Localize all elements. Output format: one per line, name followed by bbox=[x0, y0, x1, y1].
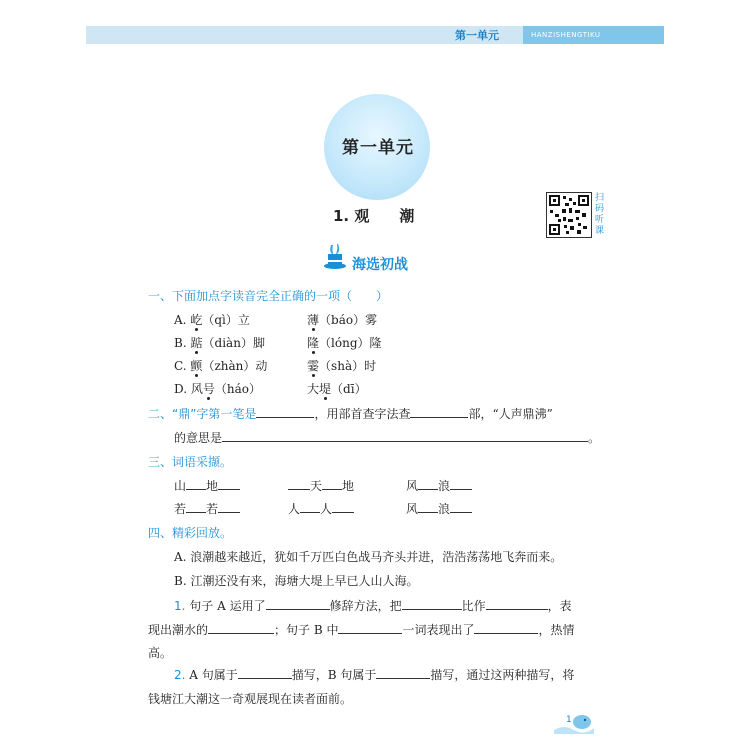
q3-blank[interactable] bbox=[218, 501, 240, 513]
q3-blank[interactable] bbox=[418, 478, 438, 490]
q4-sub2-text: 描写，B 句属于 bbox=[291, 668, 377, 682]
q1-char: h bbox=[226, 382, 235, 396]
q1-char: 薄 bbox=[307, 313, 320, 327]
q4-sub2-text: A 句属于 bbox=[189, 668, 238, 682]
q2-line2-text: 的意思是 bbox=[174, 431, 223, 445]
q4-sub1-text: 句子 A 运用了 bbox=[189, 599, 266, 613]
q3-char: 地 bbox=[342, 479, 355, 493]
q1-option-c-left bbox=[174, 357, 267, 374]
q1-char: ） bbox=[225, 313, 238, 327]
q1-char: C bbox=[174, 359, 183, 373]
q1-char: 脚 bbox=[252, 336, 265, 350]
q3-char: 风 bbox=[406, 479, 419, 493]
header-unit-label: 第一单元 bbox=[455, 29, 499, 42]
q4-blank[interactable] bbox=[486, 598, 548, 610]
q1-char: ì bbox=[222, 313, 226, 327]
q1-char: 立 bbox=[237, 313, 250, 327]
q1-char: à bbox=[226, 336, 234, 350]
q1-char: ） bbox=[357, 336, 370, 350]
q3-char: 地 bbox=[206, 479, 219, 493]
q2-blank-2[interactable] bbox=[410, 406, 468, 418]
q1-char: à bbox=[344, 359, 353, 373]
q1-char: 大 bbox=[307, 382, 320, 396]
q1-option-a-right bbox=[307, 311, 377, 328]
q2-prompt-b: ，用部首查字法查 bbox=[314, 407, 411, 421]
q4-sub2-line1 bbox=[174, 666, 574, 683]
q4-sub1-text: ；句子 B 中 bbox=[274, 623, 339, 637]
q3-row1-item1 bbox=[174, 477, 240, 494]
q4-blank[interactable] bbox=[402, 598, 462, 610]
q4-blank[interactable] bbox=[266, 598, 330, 610]
q4-sentence-a: A. 浪潮越来越近，犹如千万匹白色战马齐头并进，浩浩荡荡地飞奔而来。 bbox=[174, 550, 563, 564]
q3-blank[interactable] bbox=[300, 501, 320, 513]
q3-char: 人 bbox=[288, 502, 301, 516]
q4-blank[interactable] bbox=[208, 622, 274, 634]
q3-char: 人 bbox=[320, 502, 333, 516]
q1-char: 屹 bbox=[190, 313, 203, 327]
q4-sub1-num: 1. bbox=[174, 599, 186, 613]
q1-char: 堤 bbox=[319, 382, 332, 396]
q3-char: 天 bbox=[310, 479, 323, 493]
q4-sub1-text: ，热情 bbox=[538, 623, 575, 637]
unit-title: 第一单元 bbox=[342, 138, 414, 158]
q1-char: 颤 bbox=[190, 359, 203, 373]
q4-sentence-b: B. 江潮还没有来，海塘大堤上早已人山人海。 bbox=[174, 574, 419, 588]
q1-char: á bbox=[234, 382, 242, 396]
q3-char: 若 bbox=[174, 502, 187, 516]
q4-sub2-num: 2. bbox=[174, 668, 186, 682]
q1-char: 隆 bbox=[307, 336, 320, 350]
q1-char: o bbox=[345, 313, 354, 327]
q1-char: ） bbox=[354, 382, 367, 396]
q4-sub1-line3: 高。 bbox=[148, 646, 173, 660]
q1-char: ī bbox=[350, 382, 355, 396]
q1-char: ） bbox=[352, 359, 365, 373]
q1-char: ） bbox=[249, 382, 262, 396]
q4-sub1-text: 比作 bbox=[461, 599, 486, 613]
lesson-title: 1. 观 潮 bbox=[333, 207, 415, 225]
q1-char: （ bbox=[202, 359, 215, 373]
q4-sub1-text: 现出潮水的 bbox=[148, 623, 209, 637]
q1-char: （ bbox=[319, 313, 332, 327]
q1-option-b-left bbox=[174, 334, 265, 351]
q1-char: g bbox=[349, 336, 358, 350]
q1-char: . bbox=[182, 336, 187, 350]
section-title: 海选初战 bbox=[352, 257, 408, 273]
q1-char: n bbox=[235, 359, 244, 373]
q1-option-d-right bbox=[307, 380, 367, 397]
q1-char: z bbox=[214, 359, 221, 373]
q1-char: （ bbox=[331, 382, 344, 396]
q4-blank[interactable] bbox=[376, 667, 430, 679]
q4-sub1-text: ，表 bbox=[547, 599, 572, 613]
q1-char: 动 bbox=[255, 359, 268, 373]
q1-char: （ bbox=[319, 336, 332, 350]
whale-icon bbox=[554, 706, 594, 738]
q3-blank[interactable] bbox=[450, 478, 472, 490]
q1-char: h bbox=[220, 359, 229, 373]
q1-option-c-right bbox=[307, 357, 376, 374]
q1-char: l bbox=[331, 336, 335, 350]
q3-char: 山 bbox=[174, 479, 187, 493]
q1-char: （ bbox=[202, 336, 215, 350]
q1-char: 踮 bbox=[190, 336, 203, 350]
q4-sub1-line1 bbox=[174, 597, 572, 614]
q1-char: b bbox=[331, 313, 339, 327]
page-number: 1 bbox=[566, 715, 572, 725]
q1-char: ó bbox=[334, 336, 343, 350]
q4-prompt: 四、精彩回放。 bbox=[148, 526, 233, 540]
q1-char: 雾 bbox=[365, 313, 378, 327]
q2-line2 bbox=[174, 429, 600, 446]
qr-label: 扫码听课 bbox=[595, 193, 605, 236]
q3-char: 风 bbox=[406, 502, 419, 516]
q1-char: ） bbox=[240, 336, 253, 350]
header-tag-text: HANZISHENGTIKU bbox=[531, 31, 601, 39]
q4-sub1-text: 修辞方法，把 bbox=[329, 599, 402, 613]
q4-blank[interactable] bbox=[338, 622, 402, 634]
q1-char: i bbox=[222, 336, 227, 350]
q1-char: （ bbox=[214, 382, 227, 396]
q1-char: A bbox=[174, 313, 183, 327]
q1-option-b-right bbox=[307, 334, 382, 351]
q4-sub1-text: 一词表现出了 bbox=[402, 623, 475, 637]
q1-char: 号 bbox=[202, 382, 215, 396]
q3-row1-item2 bbox=[288, 477, 354, 494]
q3-prompt: 三、词语采撷。 bbox=[148, 455, 233, 469]
q3-row2-item1 bbox=[174, 500, 240, 517]
q4-sub1-line2 bbox=[148, 621, 575, 638]
q1-char: h bbox=[337, 359, 345, 373]
q1-char: 时 bbox=[364, 359, 377, 373]
q3-blank[interactable] bbox=[288, 478, 310, 490]
q1-char: q bbox=[214, 313, 223, 327]
q3-row1-item3 bbox=[406, 477, 472, 494]
q1-char: s bbox=[331, 359, 338, 373]
q1-char: d bbox=[343, 382, 351, 396]
q2-blank-3[interactable] bbox=[222, 430, 588, 442]
q1-char: D bbox=[174, 382, 184, 396]
q1-char: d bbox=[214, 336, 223, 350]
q1-char: n bbox=[233, 336, 241, 350]
q1-char: n bbox=[342, 336, 350, 350]
q1-char: à bbox=[228, 359, 236, 373]
q1-char: 隆 bbox=[369, 336, 382, 350]
q2-prompt-a: 二、“鼎”字第一笔是 bbox=[148, 407, 257, 421]
q2-line1 bbox=[148, 405, 553, 422]
q1-char: á bbox=[338, 313, 346, 327]
q2-prompt-c: 部，“人声鼎沸” bbox=[468, 407, 553, 421]
q1-char: （ bbox=[319, 359, 332, 373]
q1-prompt: 一、下面加点字读音完全正确的一项（ ） bbox=[148, 289, 389, 303]
q1-char: . bbox=[182, 313, 187, 327]
q1-char: o bbox=[241, 382, 250, 396]
q1-char: . bbox=[182, 359, 187, 373]
q3-blank[interactable] bbox=[322, 478, 342, 490]
q1-char: （ bbox=[202, 313, 215, 327]
q1-char: . bbox=[183, 382, 188, 396]
q3-char: 浪 bbox=[438, 479, 451, 493]
q3-row2-item2 bbox=[288, 500, 354, 517]
header-tag bbox=[523, 26, 664, 44]
q3-blank[interactable] bbox=[332, 501, 354, 513]
q3-char: 若 bbox=[206, 502, 219, 516]
q1-char: 霎 bbox=[307, 359, 320, 373]
q3-blank[interactable] bbox=[186, 501, 206, 513]
q3-blank[interactable] bbox=[186, 478, 206, 490]
qr-code-icon[interactable] bbox=[546, 192, 592, 238]
q4-sub2-line2: 钱塘江大潮这一奇观展现在读者面前。 bbox=[148, 692, 353, 706]
q3-blank[interactable] bbox=[418, 501, 438, 513]
q3-char: 浪 bbox=[438, 502, 451, 516]
q1-char: ） bbox=[243, 359, 256, 373]
q4-blank[interactable] bbox=[238, 667, 292, 679]
q3-row2-item3 bbox=[406, 500, 472, 517]
q4-sub2-text: 描写，通过这两种描写，将 bbox=[430, 668, 575, 682]
magic-hat-icon bbox=[323, 243, 347, 271]
q4-blank[interactable] bbox=[474, 622, 538, 634]
q2-blank-1[interactable] bbox=[256, 406, 314, 418]
q2-end: 。 bbox=[588, 431, 601, 445]
q3-blank[interactable] bbox=[218, 478, 240, 490]
q1-char: 风 bbox=[190, 382, 203, 396]
q1-option-a-left bbox=[174, 311, 250, 328]
q1-char: B bbox=[174, 336, 183, 350]
q1-char: ） bbox=[353, 313, 366, 327]
q1-option-d-left bbox=[174, 380, 261, 397]
q3-blank[interactable] bbox=[450, 501, 472, 513]
